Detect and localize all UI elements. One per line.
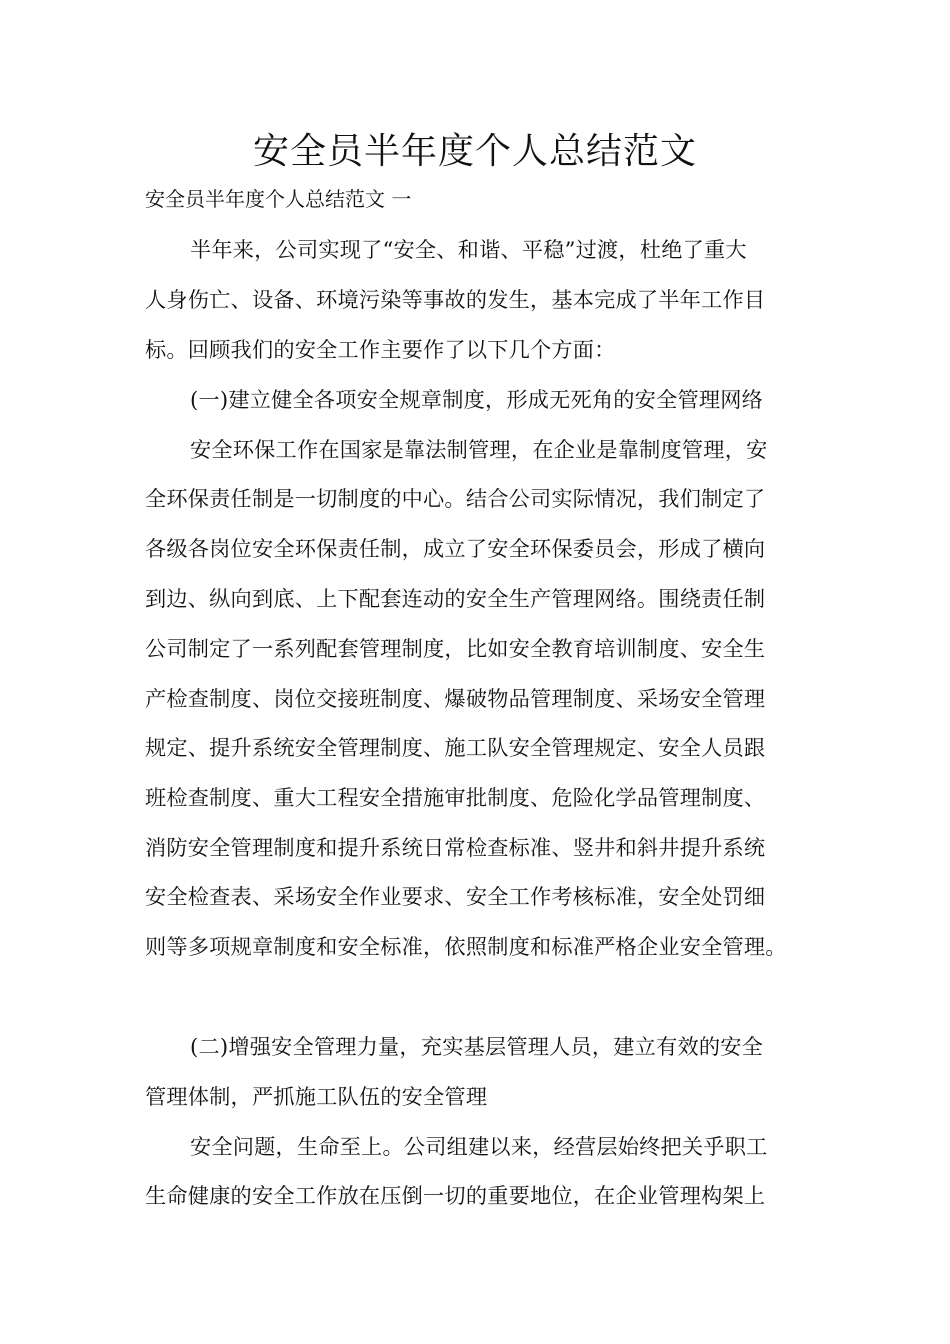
paragraph-line: 安全问题，生命至上。公司组建以来，经营层始终把关乎职工 xyxy=(190,1134,768,1159)
document-subtitle: 安全员半年度个人总结范文 一 xyxy=(145,187,412,211)
paragraph-line: 生命健康的安全工作放在压倒一切的重要地位，在企业管理构架上 xyxy=(145,1183,766,1208)
paragraph-line: 则等多项规章制度和安全标准，依照制度和标准严格企业安全管理。 xyxy=(145,934,787,959)
paragraph-line: 消防安全管理制度和提升系统日常检查标准、竖井和斜井提升系统 xyxy=(145,835,766,860)
paragraph-line: 规定、提升系统安全管理制度、施工队安全管理规定、安全人员跟 xyxy=(145,735,766,760)
paragraph-line: 到边、纵向到底、上下配套连动的安全生产管理网络。围绕责任制 xyxy=(145,586,766,611)
paragraph-line: 各级各岗位安全环保责任制，成立了安全环保委员会，形成了横向 xyxy=(145,536,766,561)
paragraph-line: 安全环保工作在国家是靠法制管理，在企业是靠制度管理，安 xyxy=(190,437,768,462)
paragraph-line: 公司制定了一系列配套管理制度，比如安全教育培训制度、安全生 xyxy=(145,636,766,661)
paragraph-line: 全环保责任制是一切制度的中心。结合公司实际情况，我们制定了 xyxy=(145,486,766,511)
paragraph-line: 班检查制度、重大工程安全措施审批制度、危险化学品管理制度、 xyxy=(145,785,766,810)
paragraph-line: 产检查制度、岗位交接班制度、爆破物品管理制度、采场安全管理 xyxy=(145,686,766,711)
document-title: 安全员半年度个人总结范文 xyxy=(252,131,697,172)
paragraph-line: 半年来，公司实现了“安全、和谐、平稳”过渡，杜绝了重大 xyxy=(190,237,747,262)
section-heading-2: (二)增强安全管理力量，充实基层管理人员，建立有效的安全 xyxy=(190,1034,764,1059)
section-heading-1: (一)建立健全各项安全规章制度，形成无死角的安全管理网络 xyxy=(190,387,764,412)
paragraph-line: 安全检查表、采场安全作业要求、安全工作考核标准，安全处罚细 xyxy=(145,884,766,909)
section-heading-2-cont: 管理体制，严抓施工队伍的安全管理 xyxy=(145,1084,488,1109)
paragraph-line: 标。回顾我们的安全工作主要作了以下几个方面： xyxy=(145,337,616,362)
paragraph-line: 人身伤亡、设备、环境污染等事故的发生，基本完成了半年工作目 xyxy=(145,287,766,312)
